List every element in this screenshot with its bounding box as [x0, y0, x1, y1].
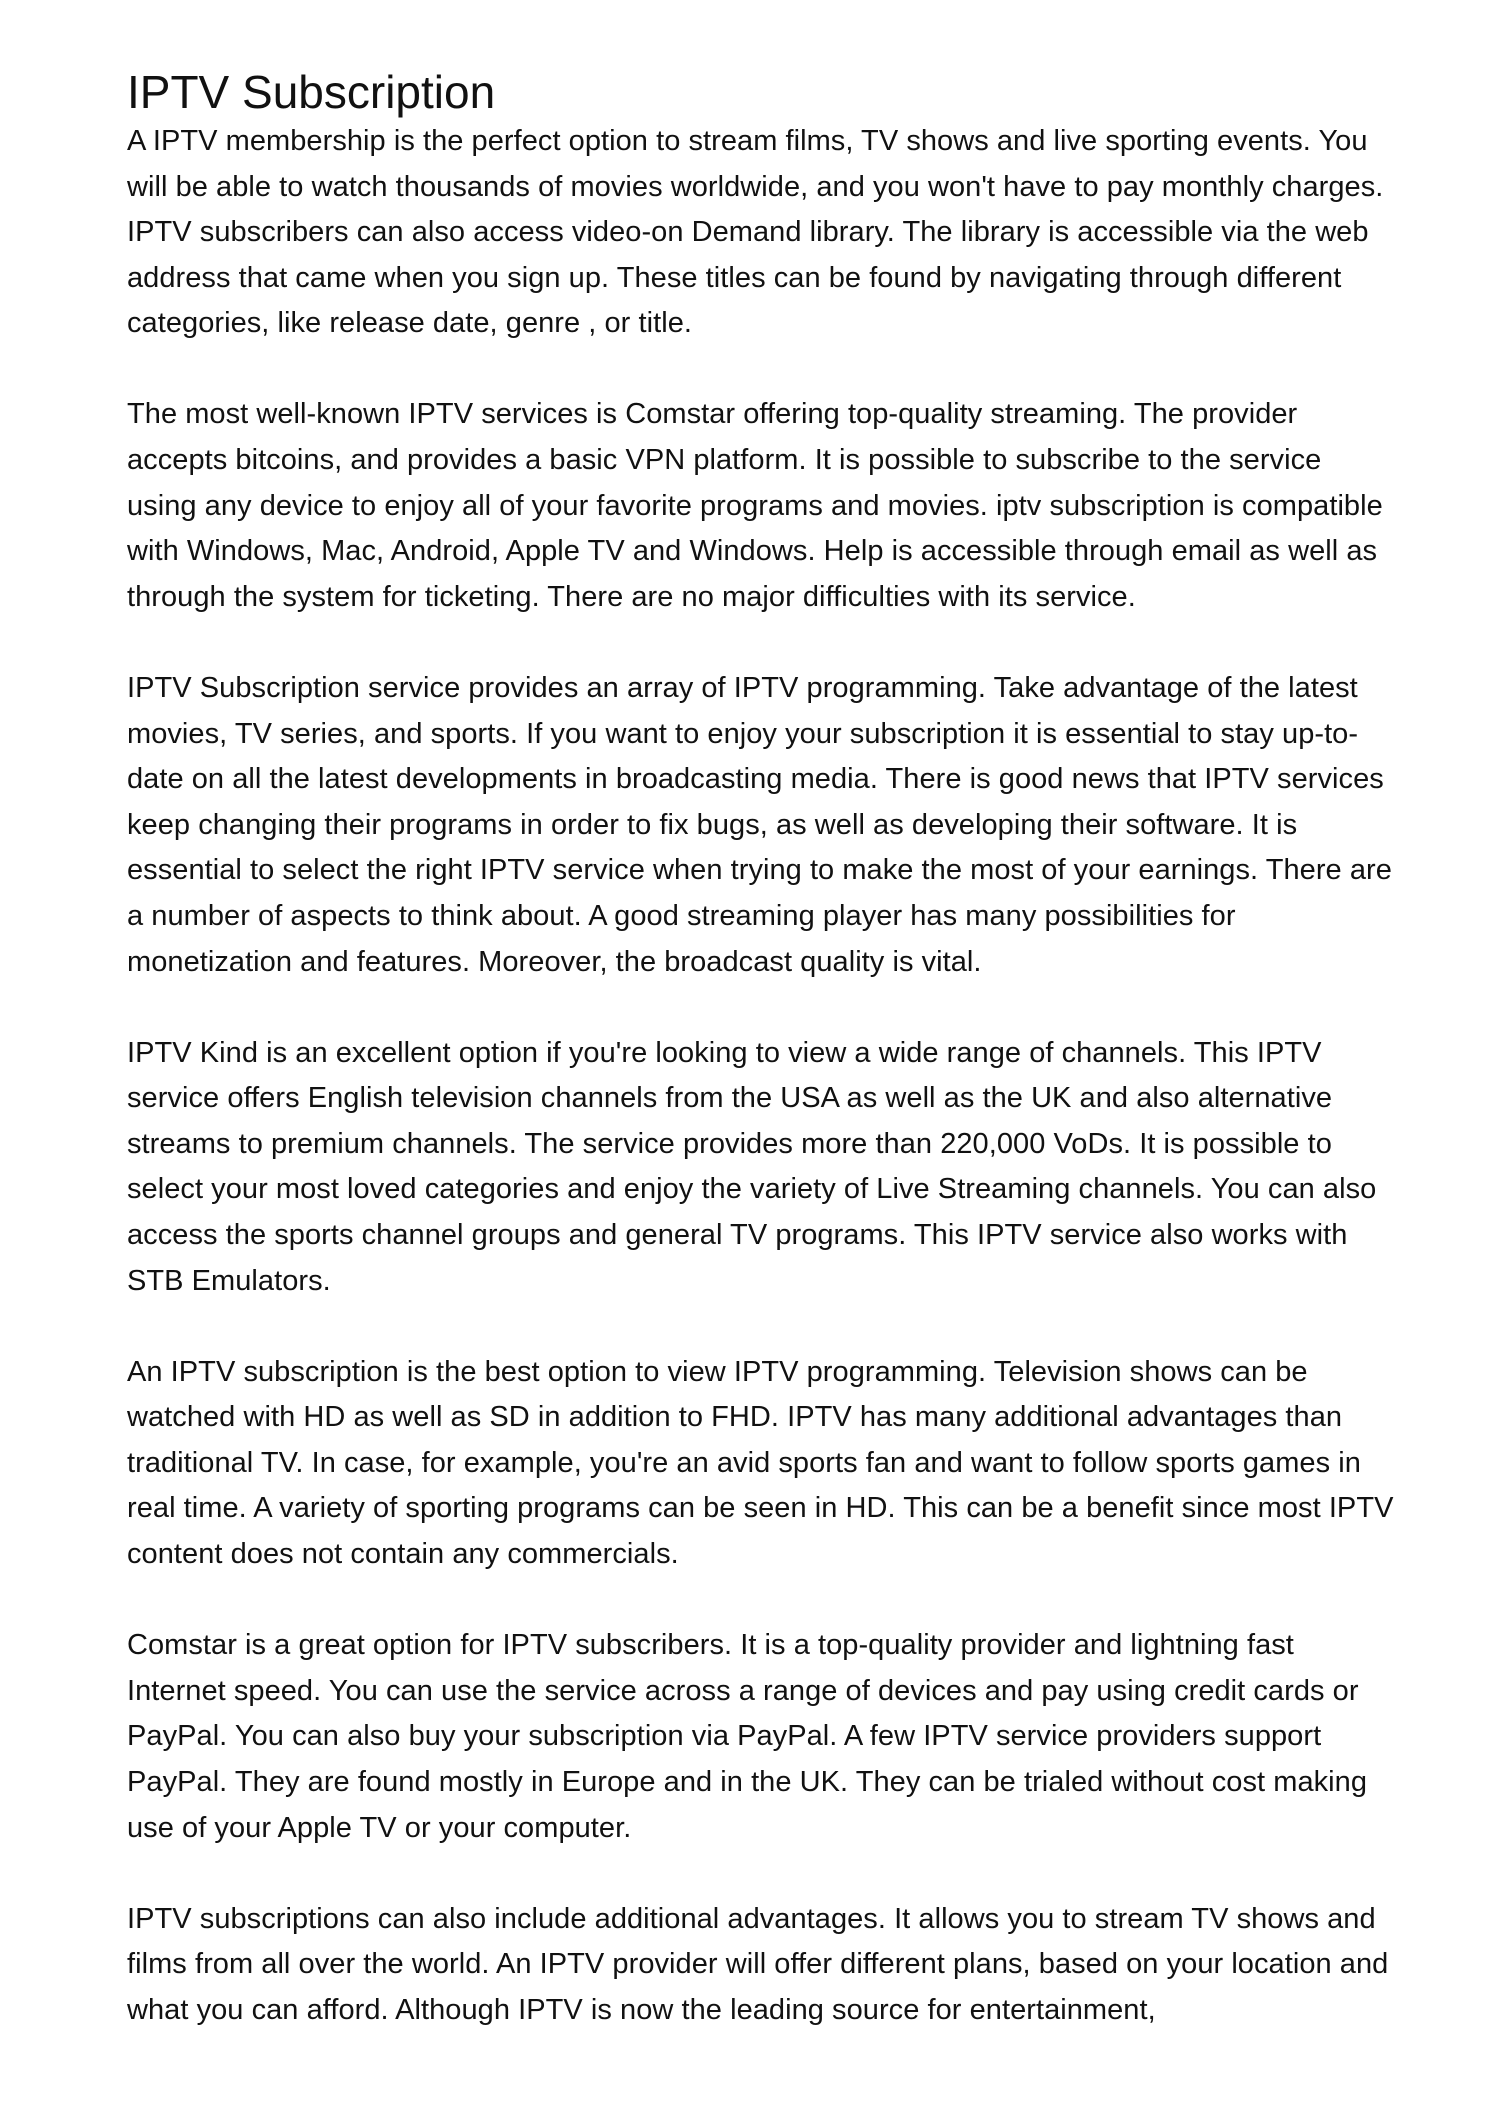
paragraph-6: Comstar is a great option for IPTV subscribers. It is a top-quality provider and lightning fast Internet speed. You can use the service across a range of devices and pay using credit cards or PayPal. You can also buy your subscription via PayPal. A few IPTV service providers support PayPal. They are found mostly in Europe and in the UK. They can be trialed without cost making use of your Apple TV or your computer. [127, 1629, 1368, 1844]
paragraph-1: A IPTV membership is the perfect option to stream films, TV shows and live sporting events. You will be able to watch thousands of movies worldwide, and you won't have to pay monthly charges. IPTV subscribers can also access video-on Demand library. The library is accessible via the web address that came when you sign up. These titles can be found by navigating through different categories, like release date, genre , or title. [127, 125, 1384, 340]
paragraph-5: An IPTV subscription is the best option to view IPTV programming. Television shows can be watched with HD as well as SD in addition to FHD. IPTV has many additional advantages than traditional TV. In case, for example, you're an avid sports fan and want to follow sports games in real time. A variety of sporting programs can be seen in HD. This can be a benefit since most IPTV content does not contain any commercials. [127, 1355, 1394, 1571]
page-title: IPTV Subscription [127, 66, 496, 118]
paragraph-7: IPTV subscriptions can also include additional advantages. It allows you to stream TV shows and films from all over the world. An IPTV provider will offer different plans, based on your location and what you can afford. Although IPTV is now the leading source for entertainment, [127, 1902, 1389, 2026]
article-body [127, 119, 1397, 2033]
paragraph-4: IPTV Kind is an excellent option if you're looking to view a wide range of channels. This IPTV service offers English television channels from the USA as well as the UK and also alternative streams to premium channels. The service provides more than 220,000 VoDs. It is possible to select your most loved categories and enjoy the variety of Live Streaming channels. You can also access the sports channel groups and general TV programs. This IPTV service also works with STB Emulators. [127, 1036, 1377, 1297]
document-page [127, 0, 1397, 2079]
paragraph-3: IPTV Subscription service provides an array of IPTV programming. Take advantage of the latest movies, TV series, and sports. If you want to enjoy your subscription it is essential to stay up-to-date on all the latest developments in broadcasting media. There is good news that IPTV services keep changing their programs in order to fix bugs, as well as developing their software. It is essential to select the right IPTV service when trying to make the most of your earnings. There are a number of aspects to think about. A good streaming player has many possibilities for monetization and features. Moreover, the broadcast quality is vital. [127, 671, 1392, 978]
paragraph-2: The most well-known IPTV services is Comstar offering top-quality streaming. The provider accepts bitcoins, and provides a basic VPN platform. It is possible to subscribe to the service using any device to enjoy all of your favorite programs and movies. iptv subscription is compatible with Windows, Mac, Android, Apple TV and Windows. Help is accessible through email as well as through the system for ticketing. There are no major difficulties with its service. [127, 398, 1383, 613]
